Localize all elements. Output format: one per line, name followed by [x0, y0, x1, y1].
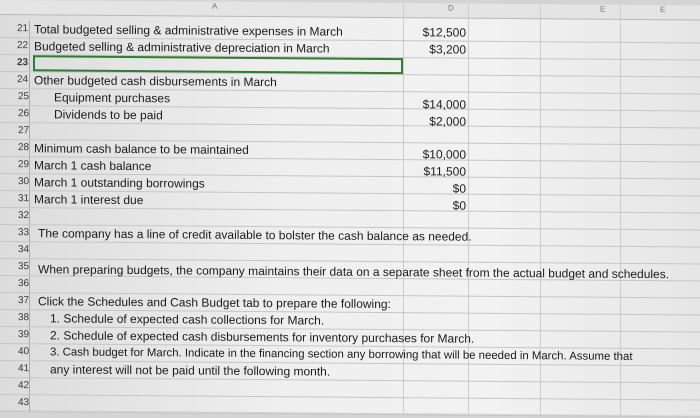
cell-label[interactable]: Equipment purchases [54, 90, 171, 106]
cell-label[interactable]: March 1 interest due [34, 192, 144, 208]
cell-label[interactable]: When preparing budgets, the company maintains their data on a separate sheet from the actual budget and schedules. [38, 262, 670, 282]
cell-label[interactable]: 1. Schedule of expected cash collections for March. [50, 311, 325, 328]
row-number[interactable]: 42 [0, 378, 30, 394]
row-number[interactable]: 29 [0, 157, 30, 173]
cell-value[interactable]: $0 [452, 181, 466, 196]
cell-label[interactable]: Other budgeted cash disbursements in March [34, 73, 277, 90]
cell-label[interactable]: March 1 outstanding borrowings [34, 175, 205, 191]
cell-value[interactable]: $0 [452, 198, 466, 213]
cell-value[interactable]: $10,000 [422, 147, 466, 162]
row-number[interactable]: 41 [0, 361, 30, 377]
row-number[interactable]: 30 [0, 174, 30, 190]
cell-label[interactable]: 3. Cash budget for March. Indicate in the financing section any borrowing that will be needed in March. Assume that [50, 346, 633, 363]
row-number[interactable]: 31 [0, 191, 30, 207]
cell-value[interactable]: $2,000 [429, 114, 466, 129]
cell-label[interactable]: Budgeted selling & administrative depreciation in March [34, 39, 330, 56]
row-number[interactable]: 28 [0, 140, 30, 156]
row-number[interactable]: 37 [0, 293, 30, 309]
row-number[interactable]: 32 [0, 208, 30, 224]
selected-cell[interactable] [33, 55, 403, 74]
row-number[interactable]: 26 [0, 106, 30, 122]
row-number[interactable]: 36 [0, 276, 30, 292]
cell-label[interactable]: Dividends to be paid [54, 107, 163, 123]
cell-label[interactable]: Total budgeted selling & administrative expenses in March [34, 22, 343, 39]
cell-value[interactable]: $14,000 [422, 97, 466, 112]
row-number[interactable]: 27 [0, 123, 30, 139]
cell-label[interactable]: The company has a line of credit available to bolster the cash balance as needed. [38, 226, 472, 244]
column-header-d[interactable]: D [448, 3, 454, 13]
cell-value[interactable]: $11,500 [423, 164, 466, 179]
row-number[interactable]: 35 [0, 259, 30, 275]
column-header-e[interactable]: E [600, 4, 606, 14]
row-number[interactable]: 25 [0, 89, 30, 105]
row-number[interactable]: 34 [0, 242, 30, 258]
row-number[interactable]: 21 [0, 21, 30, 37]
cell-label[interactable]: Minimum cash balance to be maintained [34, 141, 249, 157]
row-number[interactable]: 24 [0, 72, 30, 88]
row-number[interactable]: 39 [0, 327, 30, 343]
cell-label[interactable]: Click the Schedules and Cash Budget tab to prepare the following: [38, 294, 391, 312]
row-number[interactable]: 23 [0, 55, 30, 71]
row-number[interactable]: 38 [0, 310, 30, 326]
cell-label[interactable]: any interest will not be paid until the following month. [50, 362, 331, 379]
row-number[interactable]: 40 [0, 344, 30, 360]
column-header-f[interactable]: E [660, 5, 666, 15]
row-number[interactable]: 22 [0, 38, 30, 54]
column-header-bar [0, 0, 700, 20]
cell-value[interactable]: $3,200 [429, 42, 466, 57]
cell-label[interactable]: 2. Schedule of expected cash disbursements for inventory purchases for March. [50, 328, 475, 346]
column-header-a[interactable]: A [212, 1, 218, 11]
row-number[interactable]: 33 [0, 225, 30, 241]
cell-value[interactable]: $12,500 [422, 25, 466, 40]
cell-label[interactable]: March 1 cash balance [34, 158, 152, 174]
row-number[interactable]: 43 [0, 395, 30, 411]
